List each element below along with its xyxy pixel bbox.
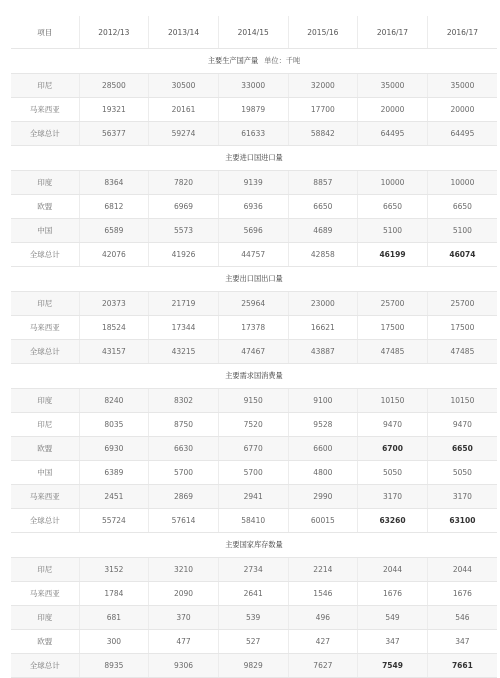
cell: 16621 [288,316,358,340]
cell: 370 [149,606,219,630]
table-row [11,413,497,437]
cell: 10150 [427,389,497,413]
cell: 546 [427,606,497,630]
table-row [11,219,497,243]
cell: 347 [358,630,428,654]
row-label: 马来西亚 [11,582,79,606]
section-title-row [11,533,497,558]
cell: 2451 [79,485,149,509]
table-row [11,582,497,606]
cell: 20161 [149,98,219,122]
row-label: 印尼 [11,558,79,582]
table-row [11,243,497,267]
cell: 25700 [358,292,428,316]
row-label: 印度 [11,389,79,413]
table-row [11,461,497,485]
cell: 9306 [149,654,219,678]
row-label: 欧盟 [11,195,79,219]
cell: 3170 [358,485,428,509]
cell: 3210 [149,558,219,582]
cell: 6770 [218,437,288,461]
cell: 2044 [358,558,428,582]
row-label: 全球总计 [11,509,79,533]
row-label: 中国 [11,461,79,485]
cell: 539 [218,606,288,630]
cell: 6930 [79,437,149,461]
cell: 6650 [427,437,497,461]
row-label: 全球总计 [11,340,79,364]
cell: 43887 [288,340,358,364]
cell: 7520 [218,413,288,437]
cell: 2941 [218,485,288,509]
table-row [11,558,497,582]
cell: 8750 [149,413,219,437]
cell: 8302 [149,389,219,413]
section-title: 主要出口国出口量 [11,267,497,292]
cell: 17344 [149,316,219,340]
cell: 19879 [218,98,288,122]
cell: 8240 [79,389,149,413]
cell: 46199 [358,243,428,267]
cell: 5696 [218,219,288,243]
section-title-row [11,49,497,74]
cell: 6389 [79,461,149,485]
cell: 2869 [149,485,219,509]
table-row [11,74,497,98]
cell: 17500 [427,316,497,340]
table-row [11,654,497,678]
cell: 300 [79,630,149,654]
cell: 21719 [149,292,219,316]
cell: 35000 [427,74,497,98]
cell: 17378 [218,316,288,340]
section-title: 主要进口国进口量 [11,146,497,171]
cell: 47485 [358,340,428,364]
header-item: 项目 [11,16,79,49]
row-label: 全球总计 [11,122,79,146]
cell: 47467 [218,340,288,364]
row-label: 印尼 [11,413,79,437]
cell: 9100 [288,389,358,413]
table-row [11,195,497,219]
cell: 20000 [427,98,497,122]
cell: 20373 [79,292,149,316]
cell: 17700 [288,98,358,122]
cell: 42858 [288,243,358,267]
row-label: 欧盟 [11,630,79,654]
row-label: 马来西亚 [11,98,79,122]
cell: 4800 [288,461,358,485]
section-title-text: 主要生产国产量 [207,56,259,65]
cell: 55724 [79,509,149,533]
cell: 9829 [218,654,288,678]
cell: 2214 [288,558,358,582]
header-year: 2014/15 [218,16,288,49]
cell: 43215 [149,340,219,364]
row-label: 马来西亚 [11,316,79,340]
cell: 61633 [218,122,288,146]
row-label: 全球总计 [11,654,79,678]
cell: 6700 [358,437,428,461]
cell: 33000 [218,74,288,98]
header-year: 2015/16 [288,16,358,49]
cell: 44757 [218,243,288,267]
cell: 6650 [427,195,497,219]
row-label: 马来西亚 [11,485,79,509]
header-year: 2016/17 [427,16,497,49]
cell: 20000 [358,98,428,122]
cell: 1546 [288,582,358,606]
section-title-row [11,364,497,389]
cell: 5700 [149,461,219,485]
cell: 7661 [427,654,497,678]
cell: 347 [427,630,497,654]
cell: 3152 [79,558,149,582]
cell: 5700 [218,461,288,485]
table-row [11,122,497,146]
cell: 28500 [79,74,149,98]
table-row [11,292,497,316]
section-title [11,49,497,74]
cell: 41926 [149,243,219,267]
cell: 32000 [288,74,358,98]
cell: 2641 [218,582,288,606]
cell: 9470 [358,413,428,437]
section-title-row [11,146,497,171]
cell: 8935 [79,654,149,678]
palm-oil-supply-table [11,16,497,678]
cell: 5573 [149,219,219,243]
cell: 30500 [149,74,219,98]
cell: 4689 [288,219,358,243]
cell: 63100 [427,509,497,533]
cell: 64495 [358,122,428,146]
table-row [11,509,497,533]
table-row [11,340,497,364]
cell: 17500 [358,316,428,340]
cell: 8035 [79,413,149,437]
cell: 681 [79,606,149,630]
header-year: 2013/14 [149,16,219,49]
section-title: 主要需求国消费量 [11,364,497,389]
cell: 3170 [427,485,497,509]
cell: 64495 [427,122,497,146]
cell: 9470 [427,413,497,437]
cell: 527 [218,630,288,654]
table-row [11,606,497,630]
header-year: 2016/17 [358,16,428,49]
cell: 1784 [79,582,149,606]
table-row [11,630,497,654]
cell: 2044 [427,558,497,582]
cell: 6630 [149,437,219,461]
header-year: 2012/13 [79,16,149,49]
cell: 5050 [358,461,428,485]
row-label: 印度 [11,171,79,195]
cell: 9150 [218,389,288,413]
cell: 6650 [288,195,358,219]
cell: 63260 [358,509,428,533]
unit-label: 单位：千吨 [264,56,301,65]
cell: 7820 [149,171,219,195]
row-label: 中国 [11,219,79,243]
row-label: 印尼 [11,74,79,98]
cell: 6600 [288,437,358,461]
cell: 1676 [427,582,497,606]
table-row [11,98,497,122]
cell: 10000 [427,171,497,195]
cell: 5050 [427,461,497,485]
cell: 549 [358,606,428,630]
cell: 25964 [218,292,288,316]
cell: 7627 [288,654,358,678]
cell: 35000 [358,74,428,98]
row-label: 印度 [11,606,79,630]
cell: 10000 [358,171,428,195]
cell: 23000 [288,292,358,316]
cell: 9139 [218,171,288,195]
table-row [11,171,497,195]
cell: 9528 [288,413,358,437]
cell: 6969 [149,195,219,219]
table-row [11,485,497,509]
cell: 10150 [358,389,428,413]
cell: 58842 [288,122,358,146]
cell: 2990 [288,485,358,509]
cell: 6589 [79,219,149,243]
section-title: 主要国家库存数量 [11,533,497,558]
table-row [11,389,497,413]
cell: 496 [288,606,358,630]
cell: 6812 [79,195,149,219]
cell: 42076 [79,243,149,267]
cell: 427 [288,630,358,654]
cell: 60015 [288,509,358,533]
cell: 5100 [358,219,428,243]
data-table-container [11,16,497,678]
cell: 56377 [79,122,149,146]
cell: 6936 [218,195,288,219]
row-label: 欧盟 [11,437,79,461]
cell: 7549 [358,654,428,678]
cell: 58410 [218,509,288,533]
section-title-row [11,267,497,292]
table-row [11,316,497,340]
cell: 8364 [79,171,149,195]
cell: 2734 [218,558,288,582]
cell: 46074 [427,243,497,267]
cell: 1676 [358,582,428,606]
cell: 19321 [79,98,149,122]
cell: 57614 [149,509,219,533]
cell: 8857 [288,171,358,195]
cell: 18524 [79,316,149,340]
table-row [11,437,497,461]
row-label: 印尼 [11,292,79,316]
cell: 25700 [427,292,497,316]
cell: 59274 [149,122,219,146]
cell: 477 [149,630,219,654]
header-row [11,16,497,49]
cell: 6650 [358,195,428,219]
cell: 5100 [427,219,497,243]
cell: 47485 [427,340,497,364]
row-label: 全球总计 [11,243,79,267]
cell: 43157 [79,340,149,364]
cell: 2090 [149,582,219,606]
